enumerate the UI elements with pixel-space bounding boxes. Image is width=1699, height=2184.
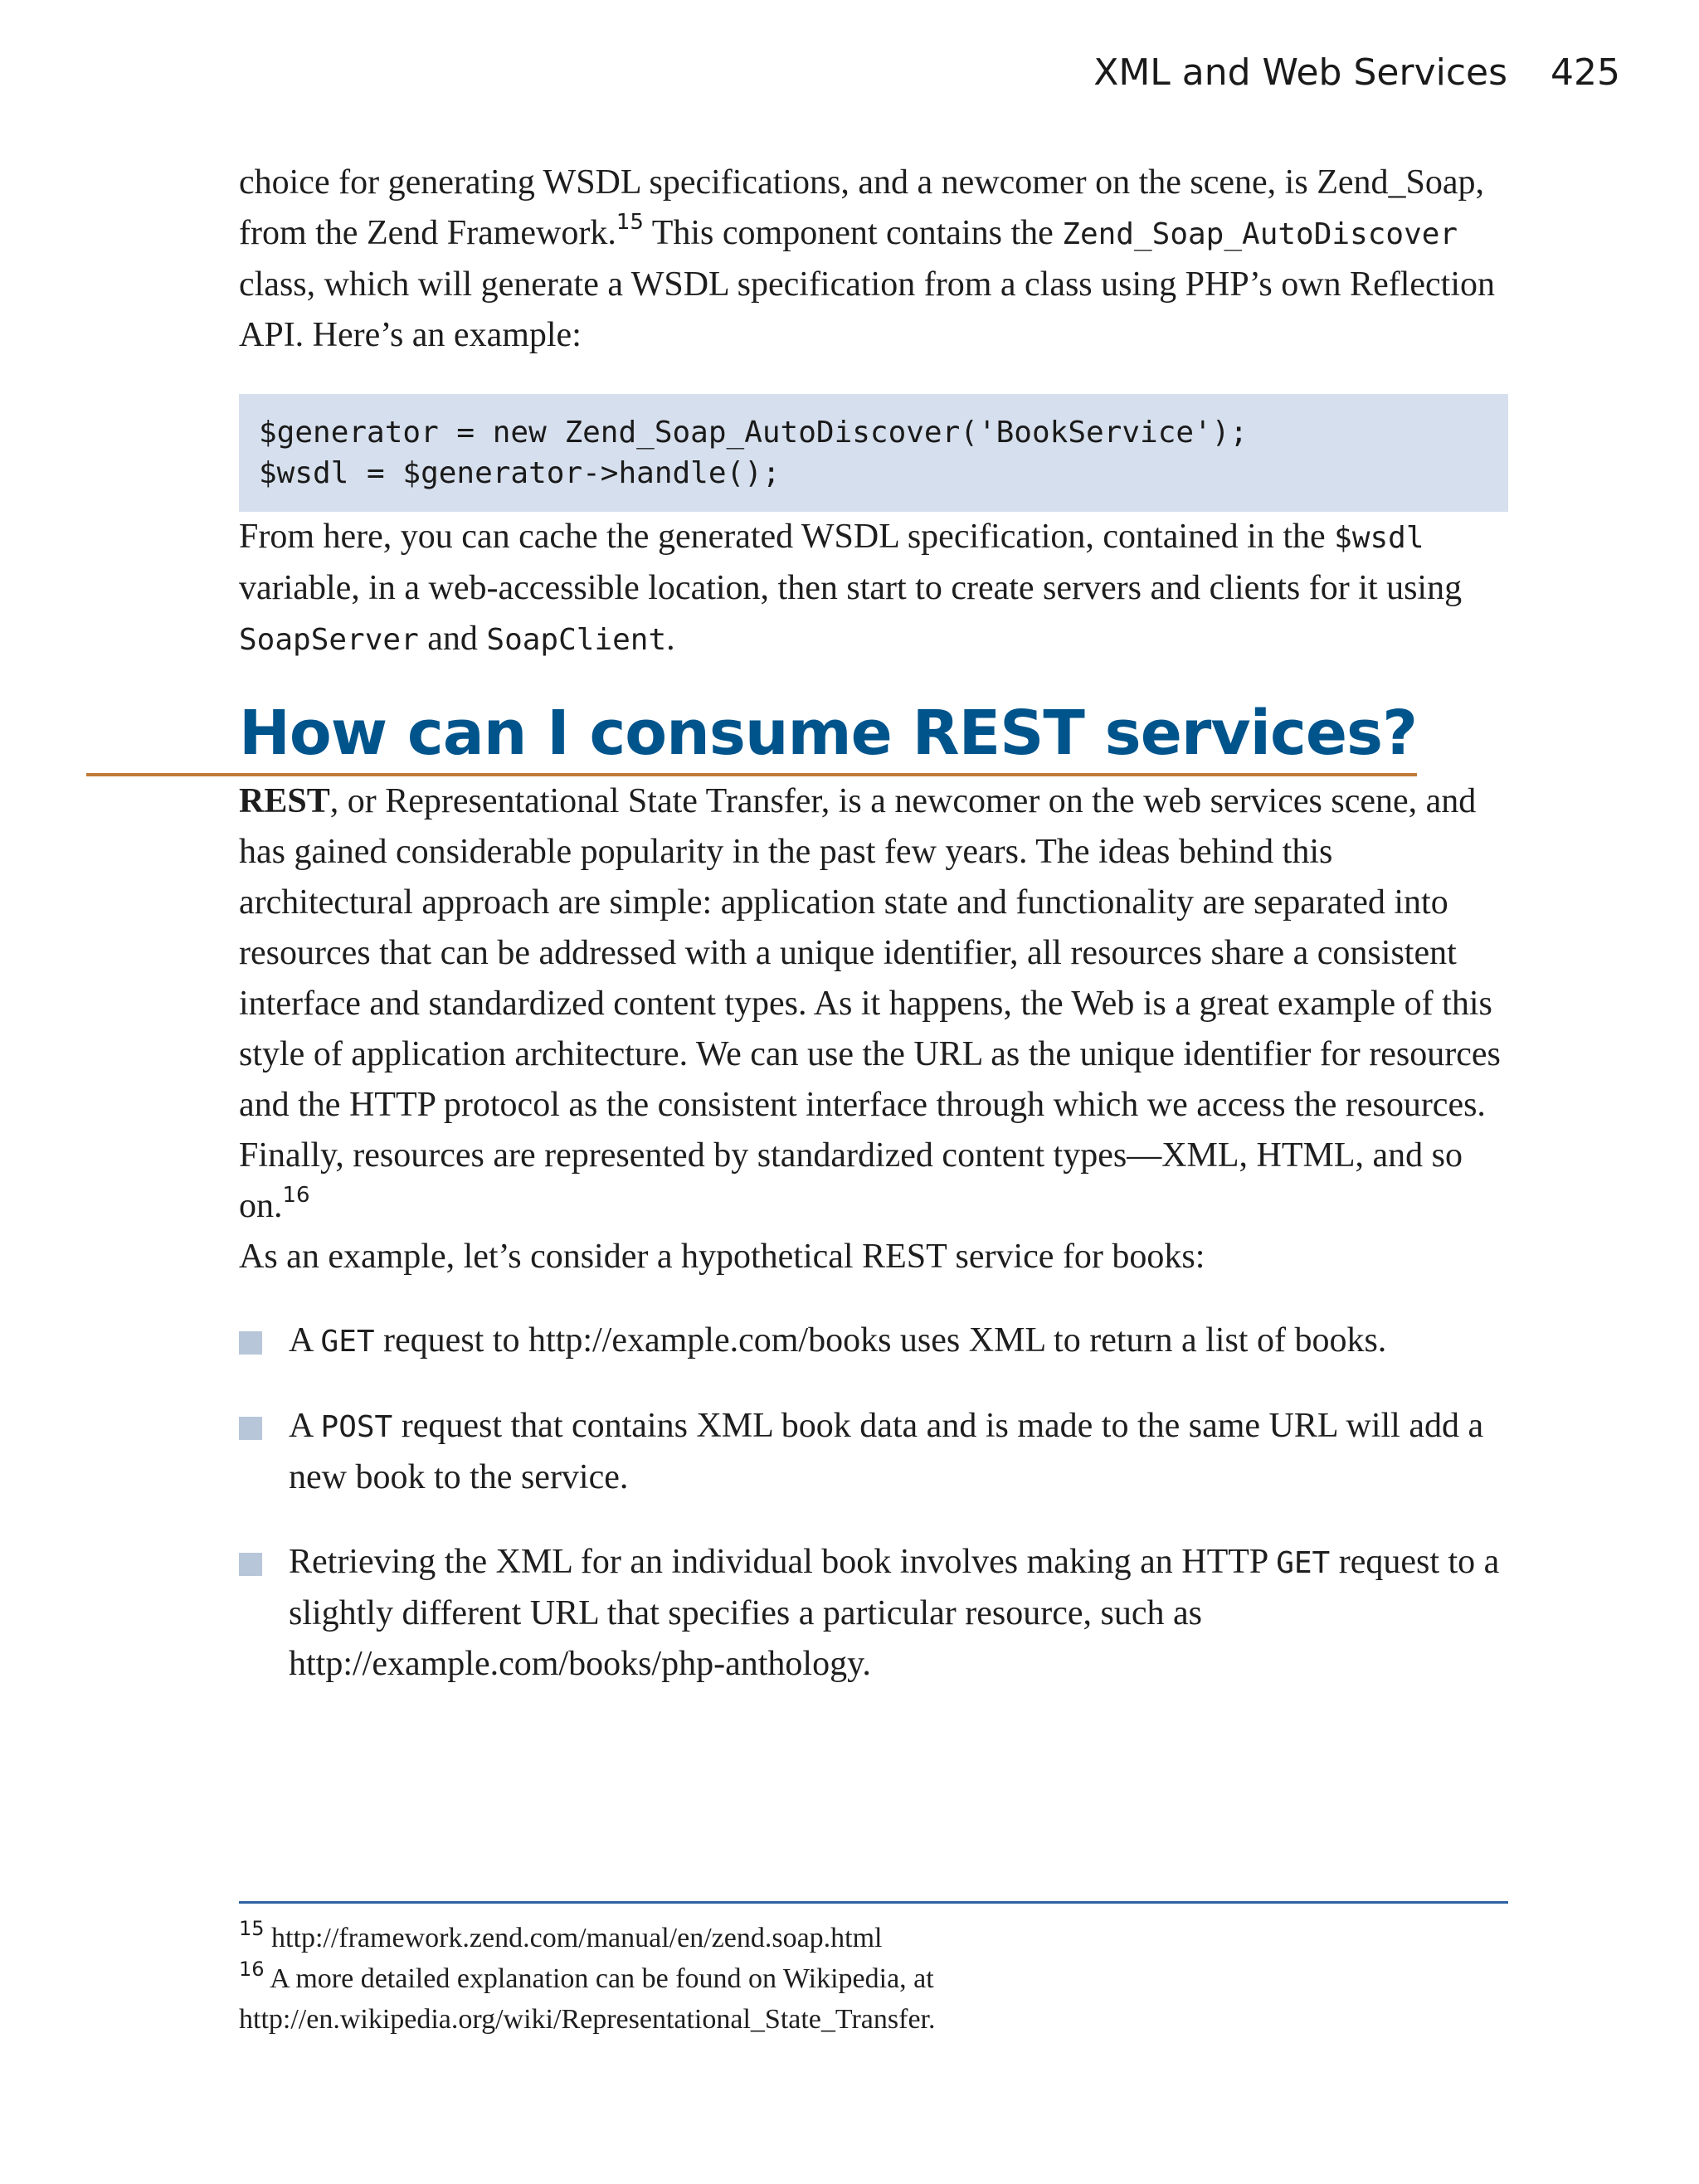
inline-code-get: GET	[1276, 1546, 1331, 1580]
paragraph-text: From here, you can cache the generated WSDL specification, contained in the	[239, 518, 1335, 556]
paragraph-text: and	[418, 620, 487, 658]
code-line-2: $wsdl = $generator->handle();	[259, 456, 781, 490]
bullet-square-icon	[239, 1417, 262, 1440]
heading-underline	[86, 773, 1417, 776]
list-item	[239, 1316, 1508, 1367]
paragraph-text: This component contains the	[643, 214, 1063, 252]
inline-code-soapserver: SoapServer	[239, 623, 419, 657]
footnote-16	[239, 1958, 1508, 2040]
page-number: 425	[1551, 51, 1620, 94]
list-item-text: request to http://example.com/books uses XML to return a list of books.	[374, 1321, 1387, 1360]
paragraph-text: , or Representational State Transfer, is a newcomer on the web services scene, and has gained considerable popularity in the past few years. The ideas behind this architectural approach are simple: application state and functionality are separated into resources that can be addressed with a unique identifier, all resources share a consistent interface and standardized content types. As it happens, the Web is a great example of this style of application architecture. We can use the URL as the unique identifier for resources and the HTTP protocol as the consistent interface through which we access the resources. Finally, resources are represented by standardized content types—XML, HTML, and so on.	[239, 782, 1501, 1225]
list-item	[239, 1537, 1508, 1690]
running-header	[1093, 51, 1620, 94]
inline-code-soapclient: SoapClient	[486, 623, 667, 657]
list-item-text: request to a slightly different URL that specifies a particular resource, such as http://example.com/books/php-anthology.	[289, 1543, 1500, 1683]
inline-code-autodiscover: Zend_Soap_AutoDiscover	[1062, 217, 1458, 251]
bold-term-rest: REST	[239, 782, 330, 820]
paragraph-text: choice for generating WSDL specifications, and a newcomer on the scene, is Zend_Soap, from the Zend Framework.	[239, 163, 1484, 252]
list-item-text: Retrieving the XML for an individual book involves making an HTTP	[289, 1543, 1277, 1581]
list-item-text: A	[289, 1321, 321, 1360]
inline-code-post: POST	[320, 1410, 393, 1444]
footnote-ref-15[interactable]: 15	[616, 210, 644, 235]
footnote-text: http://framework.zend.com/manual/en/zend.soap.html	[264, 1923, 883, 1953]
paragraph-rest-intro	[239, 776, 1508, 1232]
section-heading	[239, 697, 1417, 776]
list-item-text: request that contains XML book data and is made to the same URL will add a new book to the service.	[289, 1407, 1484, 1496]
inline-code-get: GET	[320, 1325, 375, 1359]
footnote-number: 15	[239, 1917, 265, 1940]
footnotes	[239, 1918, 1508, 2040]
footnote-text: A more detailed explanation can be found on Wikipedia, at http://en.wikipedia.org/wiki/Representational_State_Transfer.	[239, 1963, 936, 2035]
list-item	[239, 1401, 1508, 1503]
inline-code-wsdl: $wsdl	[1334, 521, 1424, 555]
code-line-1: $generator = new Zend_Soap_AutoDiscover('BookService');	[259, 416, 1249, 450]
section-heading-text: How can I consume REST services?	[239, 698, 1418, 769]
paragraph-text: class, which will generate a WSDL specification from a class using PHP’s own Reflection API. Here’s an example:	[239, 265, 1495, 354]
paragraph-example-intro: As an example, let’s consider a hypothetical REST service for books:	[239, 1238, 1205, 1276]
paragraph-text: variable, in a web-accessible location, then start to create servers and clients for it using	[239, 569, 1463, 607]
bullet-list	[239, 1316, 1508, 1690]
page-content	[239, 158, 1508, 1724]
paragraph-zend-soap	[239, 158, 1508, 361]
running-title: XML and Web Services	[1093, 51, 1508, 94]
footnote-number: 16	[239, 1958, 265, 1981]
bullet-square-icon	[239, 1553, 262, 1576]
footnote-ref-16[interactable]: 16	[282, 1183, 310, 1208]
paragraph-text: .	[666, 620, 675, 658]
footnote-divider	[239, 1901, 1508, 1904]
paragraph-cache-wsdl	[239, 512, 1508, 665]
list-item-text: A	[289, 1407, 321, 1445]
bullet-square-icon	[239, 1331, 262, 1355]
code-block	[239, 394, 1508, 512]
footnote-15	[239, 1918, 1508, 1958]
